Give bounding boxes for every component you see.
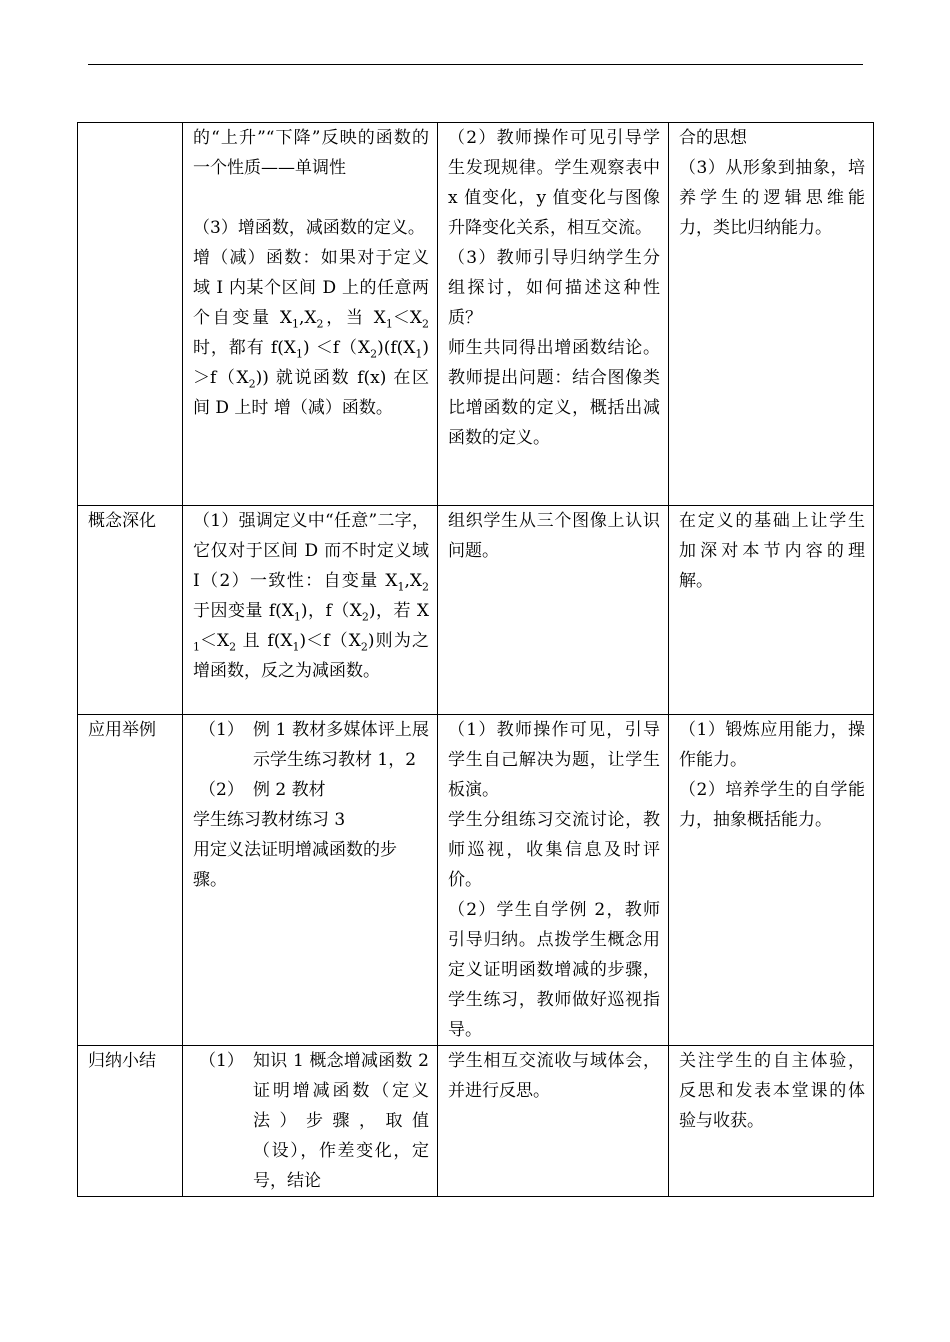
table-row [78, 506, 874, 715]
intent-line: （1）锻炼应用能力，操作能力。 [679, 720, 865, 770]
intent-line: 关注学生的自主体验，反思和发表本堂课的体验与收获。 [679, 1051, 865, 1131]
activity-line: 学生分组练习交流讨论，教师巡视，收集信息及时评价。 [448, 810, 660, 890]
intent-cell [669, 715, 874, 1046]
table-row [78, 715, 874, 1046]
content-gap [193, 183, 429, 213]
content-line: 用定义法证明增减函数的步骤。 [193, 840, 397, 890]
activity-cell [438, 506, 669, 715]
activity-line: 组织学生从三个图像上认识问题。 [448, 511, 660, 561]
header-rule [88, 64, 863, 65]
table-row [78, 1046, 874, 1197]
intent-line: 在定义的基础上让学生加深对本节内容的理解。 [679, 511, 865, 591]
content-line: 学生练习教材练习 3 [193, 810, 346, 830]
activity-line: 学生相互交流收与域体会，并进行反思。 [448, 1051, 660, 1101]
stage-cell: 概念深化 [78, 506, 183, 715]
content-line: （3）增函数，减函数的定义。 [193, 218, 425, 238]
intent-cell [669, 506, 874, 715]
deepening-text: （1）强调定义中“任意”二字，它仅对于区间 D 而不时定义域 I（2）一致性：自变量 $X_1,X_2$ 于因变量 $f(X_1)$，$f(X_2)$，若 $X_1<X_2$ 且 $f(X_1)<f(X_2)$则为之增函数，反之为减函数。 [193, 511, 429, 681]
stage-cell: 应用举例 [78, 715, 183, 1046]
activity-line: （2）教师操作可见引导学生发现规律。学生观察表中 x 值变化，y 值变化与图像升降变化关系，相互交流。 [448, 128, 660, 238]
intent-cell [669, 123, 874, 506]
stage-cell [78, 123, 183, 506]
activity-cell [438, 715, 669, 1046]
definition-text: 增（减）函数：如果对于定义域 I 内某个区间 D 上的任意两个自变量 $X_1,X_2$，当 $X_1<X_2$ 时，都有 $f(X_1) <f(X_2)(f(X_1) >f(X_2))$ 就说函数 f(x) 在区间 D 上时 增（减）函数。 [193, 248, 430, 418]
numbered-item: （1） 例 1 教材多媒体评上展示学生练习教材 1，2 [199, 720, 429, 770]
activity-line: 师生共同得出增函数结论。教师提出问题：结合图像类比增函数的定义，概括出减函数的定义。 [448, 338, 660, 448]
intent-line: 合的思想 [679, 128, 747, 148]
stage-cell: 归纳小结 [78, 1046, 183, 1197]
intent-cell [669, 1046, 874, 1197]
activity-cell [438, 123, 669, 506]
intent-line: （2）培养学生的自学能力，抽象概括能力。 [679, 780, 865, 830]
activity-line: （1）教师操作可见，引导学生自己解决为题，让学生板演。 [448, 720, 660, 800]
activity-line: （2）学生自学例 2，教师引导归纳。点拨学生概念用定义证明函数增减的步骤，学生练习，教师做好巡视指导。 [448, 900, 660, 1040]
content-cell [183, 123, 438, 506]
numbered-item: （1） 知识 1 概念增减函数 2 证明增减函数（定义法）步骤，取值（设），作差变化，定号，结论 [199, 1051, 429, 1191]
intent-line: （3）从形象到抽象，培养学生的逻辑思维能力，类比归纳能力。 [679, 158, 865, 238]
activity-line: （3）教师引导归纳学生分组探讨，如何描述这种性质？ [448, 248, 660, 328]
lesson-plan-table [77, 122, 874, 1197]
content-cell [183, 715, 438, 1046]
content-cell [183, 506, 438, 715]
activity-cell [438, 1046, 669, 1197]
table-row [78, 123, 874, 506]
content-cell [183, 1046, 438, 1197]
content-line: 的“上升”“下降”反映的函数的一个性质——单调性 [193, 128, 429, 178]
numbered-item: （2） 例 2 教材 [199, 780, 326, 800]
